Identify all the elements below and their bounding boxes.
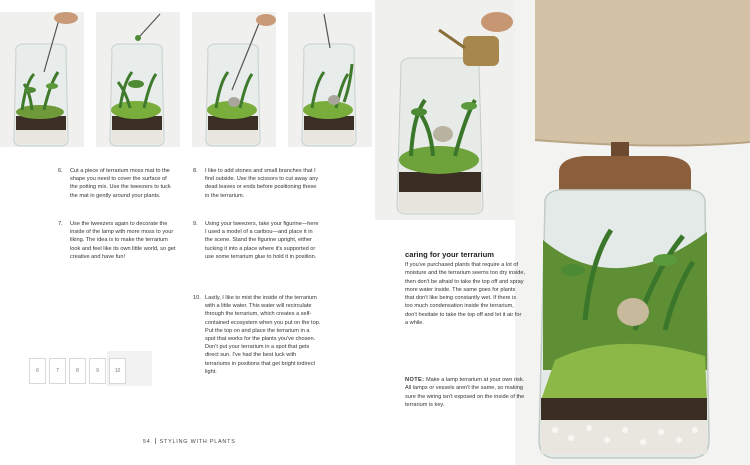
step-photo-3 [192, 12, 276, 147]
page-number: 54 [143, 439, 151, 445]
step-number: 6. [58, 168, 63, 174]
step-photo-2 [96, 12, 180, 147]
step-text: Cut a piece of terrarium moss mat to the shape you need to cover the surface of the potting mix. Use the tweezers to tuck the mat in gently around your plants. [70, 168, 171, 199]
step-text: I like to add stones and small branches that I find outside. Use the scissors to cut away any dead leaves or ends before positioning these in the terrarium. [205, 168, 319, 199]
step-text: Lastly, I like to mist the inside of the terrarium with a little water. This water will recirculate through the terrarium, which creates a self-contained ecosystem when you put on the top. Put the top on and place the terrarium in a spot that works for the plants you've chosen. Don't put your terrarium in a spot that gets direct sun. I've had the best luck with terrariums in positions that get bright indirect light. [205, 295, 321, 375]
step-number: 10. [193, 295, 201, 301]
thumbnail-7[interactable]: 7 [49, 358, 66, 384]
care-note [405, 376, 525, 409]
step-photo-4 [288, 12, 372, 147]
step-number: 7. [58, 221, 63, 227]
step-number: 8. [193, 168, 198, 174]
thumbnail-8[interactable]: 8 [69, 358, 86, 384]
thumbnail-6[interactable]: 6 [29, 358, 46, 384]
footer-divider [155, 438, 156, 444]
note-label: NOTE: [405, 377, 425, 383]
step-text: Using your tweezers, take your figurine—here I used a model of a caribou—and place it in the scene. Stand the figurine upright, either tucking it into a place where it's supported or use some terrarium glue to hold it in position. [205, 221, 319, 260]
step-photo-1 [0, 12, 84, 147]
step-number: 9. [193, 221, 198, 227]
lamp-terrarium-photo [515, 0, 750, 465]
right-page [375, 0, 750, 465]
step-text: Use the tweezers again to decorate the inside of the lamp with more moss to your liking. The idea is to make the terrarium look and feel like its own little world, so get creative and have fun! [70, 221, 176, 260]
watering-photo [375, 0, 515, 220]
note-text: Make a lamp terrarium at your own risk. All lamps or vessels aren't the same, so making sure the wiring isn't exposed on the inside of the terrarium is key. [405, 377, 525, 408]
section-name: STYLING WITH PLANTS [159, 439, 236, 445]
page-footer [143, 438, 236, 445]
thumbnail-10[interactable]: 10 [109, 358, 126, 384]
thumbnail-9[interactable]: 9 [89, 358, 106, 384]
care-section-title: caring for your terrarium [405, 250, 495, 259]
care-body-text: If you've purchased plants that require a lot of moisture and the terrarium seems too dry inside, then don't be afraid to take the top off and spray more water inside. The same goes for plants that don't like being constantly wet. If there is too much condensation inside the terrarium, don't hesitate to take the top off and let it air for a while. [405, 262, 526, 327]
